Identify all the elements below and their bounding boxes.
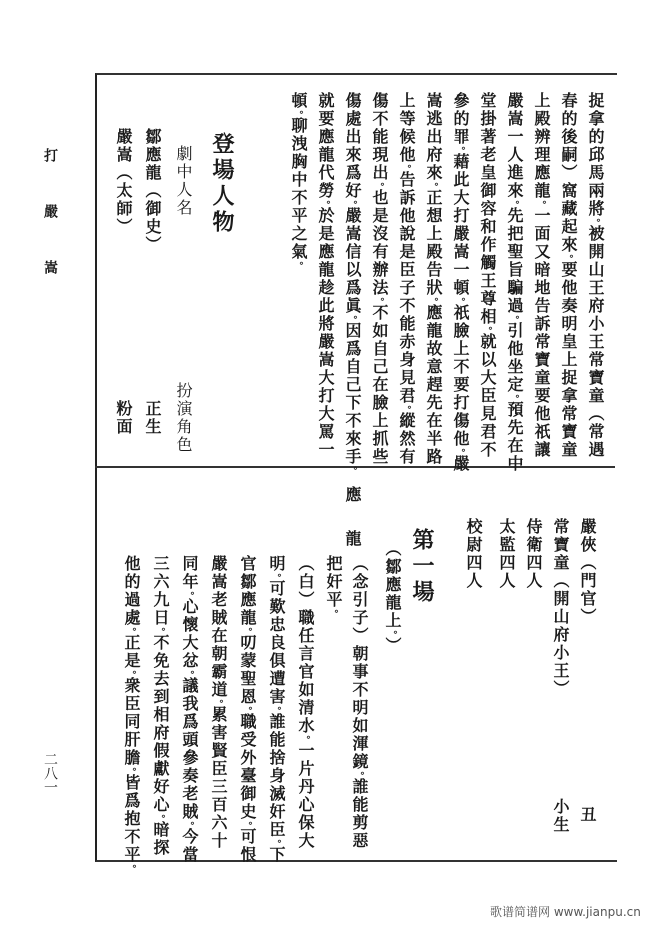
punctuation-mark: ° <box>428 182 438 189</box>
punctuation-mark: ° <box>213 699 223 706</box>
punctuation-mark: ° <box>293 110 303 117</box>
synopsis-line: 春的後嗣）窩藏起來°要他奏明皇上捉拿常寶童 <box>551 92 578 459</box>
cast-name: 太監四人 <box>497 518 516 590</box>
scene-title: 第一場 <box>409 528 435 606</box>
punctuation-mark: ° <box>509 315 519 322</box>
page-number: 二八一 <box>42 752 58 794</box>
punctuation-mark: ° <box>126 627 136 634</box>
cast-name-header: 劇中人名 <box>174 145 193 217</box>
punctuation-mark: ° <box>328 609 338 616</box>
cast-title: 登場人物 <box>209 132 235 236</box>
dialogue-line: （念引子）朝事不明如渾鏡°誰能剪惡 <box>342 555 369 850</box>
punctuation-mark: ° <box>320 200 330 207</box>
dialogue-line: 他的過處°正是°衆臣同肝膽°皆爲抱不平° <box>114 555 141 871</box>
cast-name: 侍衛四人 <box>524 518 543 590</box>
punctuation-mark: ° <box>387 630 397 637</box>
synopsis-line: 嵩逃出府來°正想上殿告狀°應龍故意趕先在半路 <box>416 92 443 466</box>
synopsis-line: 就要應龍代勞°於是應龍趁此將嚴嵩大打大罵一 <box>308 92 335 459</box>
punctuation-mark: ° <box>428 297 438 304</box>
cast-role: 粉面 <box>114 400 133 436</box>
dialogue-line: 嚴嵩老賊在朝霸道°累害賢臣三百六十 <box>201 555 228 850</box>
synopsis-line: 捉拿的邱馬兩將°被開山王府小王常寶童（常遇 <box>578 92 605 459</box>
punctuation-mark: ° <box>401 164 411 171</box>
running-head: 打 嚴 嵩 <box>42 148 58 288</box>
synopsis-line: 參的罪°藉此大打嚴嵩一頓°祇臉上不要打傷他°嚴 <box>443 92 470 473</box>
punctuation-mark: ° <box>242 821 252 828</box>
punctuation-mark: ° <box>184 591 194 598</box>
dialogue-line: （白）職任言官如清水°一片丹心保大 <box>288 555 315 850</box>
punctuation-mark: ° <box>126 670 136 677</box>
dialogue-line: 把奸平° <box>316 555 343 616</box>
punctuation-mark: ° <box>374 297 384 304</box>
synopsis-line: 上殿辨理應龍°一面又暗地告訴常寶童要他祇讓 <box>524 92 551 459</box>
dialogue-line: 三六九日°不免去到相府假獻好心°暗探 <box>143 555 170 857</box>
punctuation-mark: ° <box>293 261 303 268</box>
stage-direction: （鄒應龍上°） <box>375 540 402 655</box>
punctuation-mark: ° <box>455 297 465 304</box>
punctuation-mark: ° <box>590 218 600 225</box>
punctuation-mark: ° <box>563 254 573 261</box>
punctuation-mark: ° <box>242 706 252 713</box>
punctuation-mark: ° <box>509 394 519 401</box>
synopsis-line: 上等候他°告訴他說是臣子不能赤身見君°縱然有 <box>389 92 416 466</box>
punctuation-mark: ° <box>347 200 357 207</box>
punctuation-mark: ° <box>374 182 384 189</box>
cast-role-header: 扮演角色 <box>174 382 193 454</box>
cast-name: 常寶童（開山府小王） <box>551 518 570 698</box>
synopsis-line: 傷不能現出°也是沒有辦法°不如自己在臉上抓些 <box>362 92 389 466</box>
punctuation-mark: ° <box>455 146 465 153</box>
punctuation-mark: ° <box>271 706 281 713</box>
punctuation-mark: ° <box>482 326 492 333</box>
watermark: 歌谱简谱网 www.jianpu.cn <box>490 905 641 919</box>
punctuation-mark: ° <box>455 448 465 455</box>
cast-name: 校尉四人 <box>464 518 483 590</box>
punctuation-mark: ° <box>155 814 165 821</box>
punctuation-mark: ° <box>347 315 357 322</box>
punctuation-mark: ° <box>242 627 252 634</box>
cast-name: 嚴嵩（太師） <box>114 128 133 236</box>
cast-role: 小生 <box>551 798 570 834</box>
punctuation-mark: ° <box>271 573 281 580</box>
cast-role: 丑 <box>578 806 597 824</box>
punctuation-mark: ° <box>155 627 165 634</box>
dialogue-line: 同年°心懷大忿°議我爲頭參奏老賊°今當 <box>172 555 199 864</box>
synopsis-line: 嚴嵩一人進來°先把聖旨騙過°引他坐定°預先在中 <box>497 92 524 473</box>
punctuation-mark: ° <box>126 767 136 774</box>
punctuation-mark: ° <box>354 771 364 778</box>
cast-name: 嚴俠（門官） <box>578 518 597 626</box>
cast-role: 正生 <box>143 400 162 436</box>
punctuation-mark: ° <box>184 670 194 677</box>
punctuation-mark: ° <box>347 466 357 473</box>
punctuation-mark: ° <box>126 864 136 871</box>
punctuation-mark: ° <box>536 200 546 207</box>
punctuation-mark: ° <box>401 405 411 412</box>
dialogue-line: 明°可歎忠良俱遭害°誰能捨身滅奸臣°下 <box>259 555 286 864</box>
synopsis-line: 傷處出來爲好°嚴嵩信以爲眞°因爲自己下不來手° <box>335 92 362 473</box>
speaker: 應 龍 <box>343 486 362 552</box>
cast-name: 鄒應龍（御史） <box>143 128 162 254</box>
punctuation-mark: ° <box>271 839 281 846</box>
dialogue-line: 官鄒應龍°叨蒙聖恩°職受外臺御史°可恨 <box>230 555 257 864</box>
synopsis-line: 頓°聊洩胸中不平之氣° <box>281 92 308 268</box>
punctuation-mark: ° <box>300 735 310 742</box>
punctuation-mark: ° <box>509 200 519 207</box>
punctuation-mark: ° <box>184 821 194 828</box>
synopsis-line: 堂掛著老皇御容和作觸王尊相°就以大臣見君不 <box>470 92 497 459</box>
